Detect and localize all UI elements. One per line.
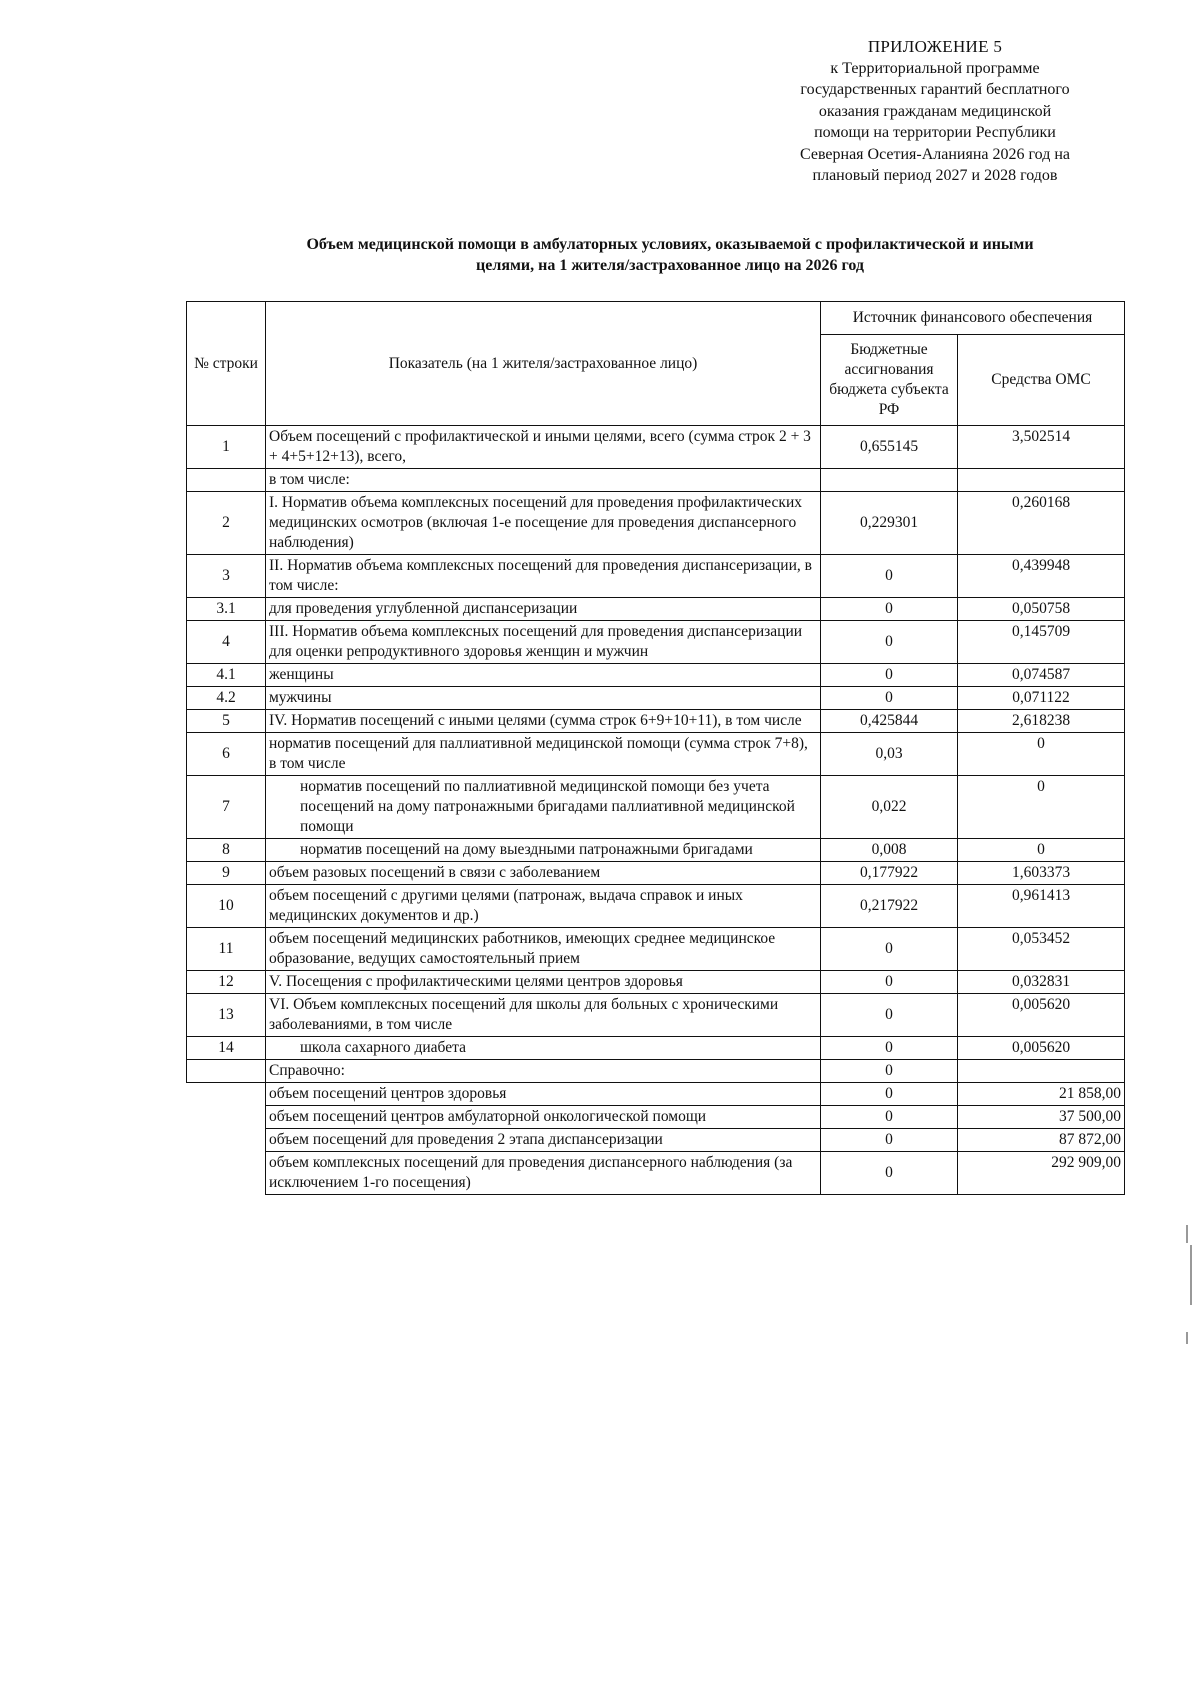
row-oms-value: 2,618238 bbox=[958, 710, 1125, 733]
reference-row bbox=[187, 1083, 1125, 1106]
row-number bbox=[187, 1060, 266, 1083]
row-number: 4 bbox=[187, 621, 266, 664]
empty-cell bbox=[187, 1129, 266, 1152]
row-oms-value: 0,050758 bbox=[958, 598, 1125, 621]
table-row bbox=[187, 885, 1125, 928]
reference-oms-value: 21 858,00 bbox=[958, 1083, 1125, 1106]
title-line-2: целями, на 1 жителя/застрахованное лицо на 2026 год bbox=[476, 257, 864, 274]
table-row bbox=[187, 971, 1125, 994]
row-budget-value: 0,177922 bbox=[821, 862, 958, 885]
table-row bbox=[187, 1037, 1125, 1060]
table-row bbox=[187, 687, 1125, 710]
row-budget-value: 0,008 bbox=[821, 839, 958, 862]
row-oms-value: 0,032831 bbox=[958, 971, 1125, 994]
reference-budget-value: 0 bbox=[821, 1083, 958, 1106]
row-oms-value bbox=[958, 1060, 1125, 1083]
row-indicator: II. Норматив объема комплексных посещений для проведения диспансеризации, в том числе: bbox=[266, 555, 821, 598]
row-oms-value: 0 bbox=[958, 839, 1125, 862]
row-indicator: Справочно: bbox=[266, 1060, 821, 1083]
row-oms-value: 3,502514 bbox=[958, 426, 1125, 469]
reference-indicator: объем посещений центров здоровья bbox=[266, 1083, 821, 1106]
row-indicator: III. Норматив объема комплексных посещений для проведения диспансеризации для оценки репродуктивного здоровья женщин и мужчин bbox=[266, 621, 821, 664]
table-row bbox=[187, 776, 1125, 839]
row-budget-value: 0,217922 bbox=[821, 885, 958, 928]
row-budget-value: 0 bbox=[821, 687, 958, 710]
table-row bbox=[187, 710, 1125, 733]
row-indicator: объем посещений с другими целями (патронаж, выдача справок и иных медицинских документов и др.) bbox=[266, 885, 821, 928]
table-row bbox=[187, 928, 1125, 971]
reference-oms-value: 87 872,00 bbox=[958, 1129, 1125, 1152]
row-budget-value: 0,022 bbox=[821, 776, 958, 839]
scan-mark bbox=[1186, 1332, 1188, 1344]
appendix-line: оказания гражданам медицинской bbox=[818, 102, 1052, 120]
table-row bbox=[187, 426, 1125, 469]
volume-table bbox=[186, 301, 1125, 1195]
empty-cell bbox=[187, 1106, 266, 1129]
header-budget: Бюджетные ассигнования бюджета субъекта РФ bbox=[821, 335, 958, 426]
row-number: 2 bbox=[187, 492, 266, 555]
row-number: 14 bbox=[187, 1037, 266, 1060]
reference-row bbox=[187, 1106, 1125, 1129]
title-line-1: Объем медицинской помощи в амбулаторных условиях, оказываемой с профилактической и иными bbox=[306, 236, 1034, 253]
header-oms: Средства ОМС bbox=[958, 335, 1125, 426]
table-row bbox=[187, 1060, 1125, 1083]
reference-row bbox=[187, 1152, 1125, 1195]
row-number bbox=[187, 469, 266, 492]
reference-indicator: объем комплексных посещений для проведения диспансерного наблюдения (за исключением 1-го посещения) bbox=[266, 1152, 821, 1195]
row-budget-value: 0,229301 bbox=[821, 492, 958, 555]
row-number: 3.1 bbox=[187, 598, 266, 621]
reference-budget-value: 0 bbox=[821, 1152, 958, 1195]
empty-cell bbox=[187, 1152, 266, 1195]
row-number: 3 bbox=[187, 555, 266, 598]
header-row-no: № строки bbox=[187, 302, 266, 426]
row-indicator: женщины bbox=[266, 664, 821, 687]
row-indicator: норматив посещений на дому выездными патронажными бригадами bbox=[266, 839, 821, 862]
row-number: 11 bbox=[187, 928, 266, 971]
table-row bbox=[187, 733, 1125, 776]
reference-row bbox=[187, 1129, 1125, 1152]
reference-indicator: объем посещений для проведения 2 этапа диспансеризации bbox=[266, 1129, 821, 1152]
table-row bbox=[187, 598, 1125, 621]
row-budget-value: 0 bbox=[821, 994, 958, 1037]
row-oms-value: 1,603373 bbox=[958, 862, 1125, 885]
row-oms-value: 0,053452 bbox=[958, 928, 1125, 971]
appendix-line: помощи на территории Республики bbox=[814, 124, 1056, 141]
row-number: 1 bbox=[187, 426, 266, 469]
row-number: 6 bbox=[187, 733, 266, 776]
row-indicator: IV. Норматив посещений с иными целями (сумма строк 6+9+10+11), в том числе bbox=[266, 710, 821, 733]
header-indicator: Показатель (на 1 жителя/застрахованное лицо) bbox=[266, 302, 821, 426]
table-row bbox=[187, 492, 1125, 555]
row-budget-value: 0 bbox=[821, 598, 958, 621]
row-indicator: Объем посещений с профилактической и иными целями, всего (сумма строк 2 + 3 + 4+5+12+13), всего, bbox=[266, 426, 821, 469]
row-budget-value: 0,655145 bbox=[821, 426, 958, 469]
row-indicator: норматив посещений для паллиативной медицинской помощи (сумма строк 7+8), в том числе bbox=[266, 733, 821, 776]
row-oms-value: 0 bbox=[958, 733, 1125, 776]
row-oms-value: 0,145709 bbox=[958, 621, 1125, 664]
row-number: 13 bbox=[187, 994, 266, 1037]
row-oms-value bbox=[958, 469, 1125, 492]
row-oms-value: 0,005620 bbox=[958, 994, 1125, 1037]
appendix-line: Северная Осетия-Аланияна 2026 год на bbox=[799, 145, 1071, 163]
row-oms-value: 0,439948 bbox=[958, 555, 1125, 598]
row-indicator: для проведения углубленной диспансеризации bbox=[266, 598, 821, 621]
appendix-heading: ПРИЛОЖЕНИЕ 5 bbox=[867, 37, 1003, 56]
row-number: 4.2 bbox=[187, 687, 266, 710]
reference-indicator: объем посещений центров амбулаторной онкологической помощи bbox=[266, 1106, 821, 1129]
row-indicator: объем разовых посещений в связи с заболеванием bbox=[266, 862, 821, 885]
row-budget-value bbox=[821, 469, 958, 492]
header-source: Источник финансового обеспечения bbox=[821, 302, 1125, 335]
row-budget-value: 0 bbox=[821, 1060, 958, 1083]
table-row bbox=[187, 839, 1125, 862]
row-indicator: школа сахарного диабета bbox=[266, 1037, 821, 1060]
row-oms-value: 0,071122 bbox=[958, 687, 1125, 710]
row-number: 4.1 bbox=[187, 664, 266, 687]
reference-oms-value: 37 500,00 bbox=[958, 1106, 1125, 1129]
reference-budget-value: 0 bbox=[821, 1129, 958, 1152]
row-number: 8 bbox=[187, 839, 266, 862]
row-budget-value: 0 bbox=[821, 971, 958, 994]
appendix-line: к Территориальной программе bbox=[830, 59, 1040, 77]
row-number: 10 bbox=[187, 885, 266, 928]
appendix-line: плановый период 2027 и 2028 годов bbox=[812, 167, 1058, 184]
row-indicator: мужчины bbox=[266, 687, 821, 710]
row-indicator: объем посещений медицинских работников, имеющих среднее медицинское образование, ведущих самостоятельный прием bbox=[266, 928, 821, 971]
row-budget-value: 0 bbox=[821, 928, 958, 971]
document-title bbox=[250, 234, 1090, 276]
row-budget-value: 0,425844 bbox=[821, 710, 958, 733]
row-budget-value: 0 bbox=[821, 621, 958, 664]
row-budget-value: 0,03 bbox=[821, 733, 958, 776]
row-indicator: VI. Объем комплексных посещений для школы для больных с хроническими заболеваниями, в том числе bbox=[266, 994, 821, 1037]
row-oms-value: 0 bbox=[958, 776, 1125, 839]
table-row bbox=[187, 469, 1125, 492]
appendix-header bbox=[770, 36, 1100, 187]
empty-cell bbox=[187, 1083, 266, 1106]
appendix-line: государственных гарантий бесплатного bbox=[800, 81, 1070, 98]
reference-budget-value: 0 bbox=[821, 1106, 958, 1129]
table-row bbox=[187, 994, 1125, 1037]
reference-oms-value: 292 909,00 bbox=[958, 1152, 1125, 1195]
row-indicator: I. Норматив объема комплексных посещений для проведения профилактических медицинских осмотров (включая 1-е посещение для проведения диспансерного наблюдения) bbox=[266, 492, 821, 555]
row-indicator: в том числе: bbox=[266, 469, 821, 492]
scan-mark bbox=[1186, 1225, 1188, 1243]
row-oms-value: 0,961413 bbox=[958, 885, 1125, 928]
row-indicator: V. Посещения с профилактическими целями центров здоровья bbox=[266, 971, 821, 994]
row-budget-value: 0 bbox=[821, 1037, 958, 1060]
header-row-1 bbox=[187, 302, 1125, 335]
table-row bbox=[187, 862, 1125, 885]
row-oms-value: 0,260168 bbox=[958, 492, 1125, 555]
row-budget-value: 0 bbox=[821, 555, 958, 598]
row-number: 12 bbox=[187, 971, 266, 994]
table-row bbox=[187, 621, 1125, 664]
row-budget-value: 0 bbox=[821, 664, 958, 687]
scan-mark bbox=[1190, 1245, 1192, 1305]
row-indicator: норматив посещений по паллиативной медицинской помощи без учета посещений на дому патронажными бригадами паллиативной медицинской помощи bbox=[266, 776, 821, 839]
row-oms-value: 0,074587 bbox=[958, 664, 1125, 687]
row-oms-value: 0,005620 bbox=[958, 1037, 1125, 1060]
row-number: 5 bbox=[187, 710, 266, 733]
table-row bbox=[187, 555, 1125, 598]
row-number: 7 bbox=[187, 776, 266, 839]
row-number: 9 bbox=[187, 862, 266, 885]
table-row bbox=[187, 664, 1125, 687]
